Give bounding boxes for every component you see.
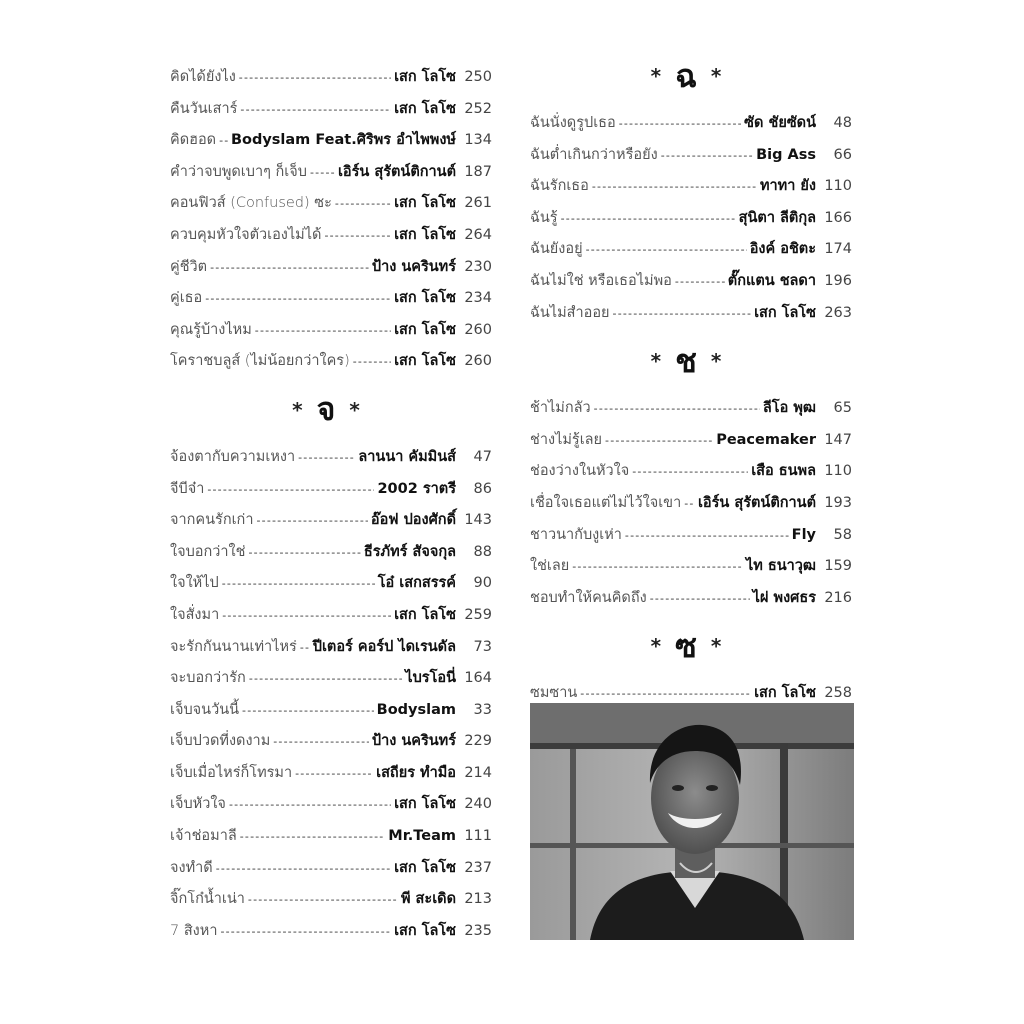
artist-name: เสก โลโซ	[754, 304, 816, 321]
dot-leader	[248, 884, 398, 916]
dot-leader	[353, 346, 391, 378]
song-title: ใจบอกว่าใช่	[170, 543, 246, 560]
artist-name: เสก โลโซ	[394, 195, 456, 212]
artist-name: ไบรโอนี่	[405, 670, 456, 687]
dot-leader	[594, 393, 760, 425]
song-list-cho	[530, 108, 852, 329]
artist-name: เอิร์น สุรัตน์ติกานต์	[697, 494, 816, 511]
artist-name: เสก โลโซ	[394, 226, 456, 243]
dot-leader	[205, 283, 391, 315]
song-entry	[530, 140, 852, 172]
page-number: 252	[464, 100, 492, 117]
page-number: 234	[464, 290, 492, 307]
dot-leader	[220, 916, 391, 948]
song-entry	[170, 632, 492, 664]
song-title: จิ๊กโก๋น้ำเน่า	[170, 891, 245, 908]
song-entry	[170, 346, 492, 378]
song-title: เจ้าช่อมาลี	[170, 828, 237, 845]
dot-leader	[625, 520, 789, 552]
artist-name: เสก โลโซ	[394, 290, 456, 307]
page-number: 110	[824, 178, 852, 195]
star-icon: *	[650, 64, 662, 88]
dot-leader	[300, 632, 310, 664]
dot-leader	[222, 600, 391, 632]
song-entry	[530, 425, 852, 457]
dot-leader	[256, 505, 367, 537]
page-number: 73	[473, 638, 492, 655]
dot-leader	[295, 758, 373, 790]
song-entry	[530, 583, 852, 615]
star-icon: *	[710, 349, 722, 374]
song-title: ฉันรู้	[530, 209, 558, 226]
song-entry	[170, 442, 492, 474]
page-number: 260	[464, 353, 492, 370]
song-entry	[530, 266, 852, 298]
artist-name: โอ๋ เสกสรรค์	[377, 575, 456, 592]
artist-name: เสก โลโซ	[754, 685, 816, 702]
song-entry	[170, 94, 492, 126]
dot-leader	[273, 726, 369, 758]
song-title: เจ็บเมื่อไหร่ก็โทรมา	[170, 764, 293, 781]
artist-name: เสถียร ทำมือ	[376, 764, 456, 781]
star-icon: *	[349, 397, 360, 422]
page-number: 230	[464, 258, 492, 275]
artist-name: ลานนา คัมมินส์	[358, 448, 456, 465]
song-title: จ้องตากับความเหงา	[170, 448, 296, 465]
song-title: คิดได้ยังไง	[170, 69, 236, 85]
song-entry	[170, 853, 492, 885]
dot-leader	[561, 203, 736, 235]
dot-leader	[298, 442, 355, 474]
artist-name: ปีเตอร์ คอร์ป ไดเรนดัล	[312, 638, 456, 655]
page-number: 66	[833, 146, 852, 163]
song-title: ซมซาน	[530, 685, 578, 702]
page-number: 174	[824, 241, 852, 258]
artist-photo	[530, 703, 854, 940]
song-title: ใจสั่งมา	[170, 606, 220, 623]
dot-leader	[586, 234, 747, 266]
dot-leader	[219, 125, 228, 157]
page-number: 235	[464, 922, 492, 939]
page-number: 250	[464, 69, 492, 85]
page-number: 88	[473, 543, 492, 560]
page-number: 166	[824, 209, 852, 226]
dot-leader	[240, 821, 386, 853]
dot-leader	[572, 551, 743, 583]
page-number: 187	[464, 163, 492, 180]
song-entry	[530, 393, 852, 425]
song-entry	[530, 551, 852, 583]
song-title: จงทำดี	[170, 859, 213, 876]
page-number: 261	[464, 195, 492, 212]
page-number: 65	[833, 400, 852, 417]
page-number: 193	[824, 494, 852, 511]
song-title: ฉันนั่งดูรูปเธอ	[530, 115, 616, 131]
artist-name: ไผ่ พงศธร	[752, 589, 816, 606]
song-list-cho-chang	[530, 393, 852, 614]
dot-leader	[210, 252, 369, 284]
song-title: คู่เธอ	[170, 290, 203, 307]
star-icon: *	[710, 634, 722, 659]
song-entry	[170, 568, 492, 600]
song-title: เจ็บหัวใจ	[170, 796, 226, 813]
dot-leader	[216, 853, 391, 885]
song-title: 7 สิงหา	[170, 922, 218, 939]
song-entry	[170, 758, 492, 790]
page-number: 111	[464, 828, 492, 845]
artist-name: อ๊อฟ ปองศักดิ์	[370, 512, 456, 529]
song-title: ใช่เลย	[530, 558, 570, 575]
page-number: 110	[824, 463, 852, 480]
dot-leader	[249, 663, 402, 695]
artist-name: Peacemaker	[716, 431, 816, 448]
song-entry	[170, 600, 492, 632]
page-number: 147	[824, 431, 852, 448]
song-entry	[530, 108, 852, 140]
section-header-jo	[170, 378, 492, 442]
artist-name: ทาทา ยัง	[759, 178, 816, 195]
page-number: 143	[464, 512, 492, 529]
dot-leader	[335, 188, 391, 220]
artist-name: ตั๊กแตน ชลดา	[727, 272, 816, 289]
song-entry	[170, 220, 492, 252]
artist-name: Fly	[791, 526, 816, 543]
section-letter: จ	[316, 390, 336, 429]
artist-name: เสก โลโซ	[394, 859, 456, 876]
section-letter: ช	[675, 341, 697, 380]
page-number: 240	[464, 796, 492, 813]
song-entry	[530, 488, 852, 520]
page-number: 33	[473, 701, 492, 718]
song-title: จีบีจ๋า	[170, 480, 205, 497]
song-entry	[530, 456, 852, 488]
song-entry	[530, 520, 852, 552]
song-title: ควบคุมหัวใจตัวเองไม่ได้	[170, 226, 322, 243]
song-entry	[170, 252, 492, 284]
dot-leader	[242, 695, 374, 727]
artist-name: ไท ธนาวุฒ	[745, 558, 816, 575]
page-number: 216	[824, 589, 852, 606]
page-number: 229	[464, 733, 492, 750]
song-entry	[170, 695, 492, 727]
dot-leader	[207, 474, 374, 506]
artist-name: เสก โลโซ	[394, 69, 456, 85]
song-entry	[530, 171, 852, 203]
song-title: จะรักกันนานเท่าไหร่	[170, 638, 297, 655]
song-title: เชื่อใจเธอแต่ไม่ไว้ใจเขา	[530, 494, 682, 511]
star-icon: *	[292, 397, 303, 422]
artist-name: เสก โลโซ	[394, 922, 456, 939]
dot-leader	[632, 456, 748, 488]
dot-leader	[684, 488, 695, 520]
song-entry	[170, 474, 492, 506]
song-title: เจ็บจนวันนี้	[170, 701, 240, 718]
dot-leader	[248, 537, 360, 569]
song-list-kho	[170, 62, 492, 378]
section-letter: ซ	[675, 626, 697, 665]
song-entry	[170, 726, 492, 758]
section-letter: ฉ	[675, 56, 697, 95]
section-header-cho	[530, 44, 852, 108]
artist-name: อิงค์ อชิตะ	[749, 241, 816, 258]
dot-leader	[613, 298, 752, 330]
page-number: 237	[464, 859, 492, 876]
song-title: ชอบทำให้คนคิดถึง	[530, 589, 647, 606]
dot-leader	[592, 171, 757, 203]
artist-name: Bodyslam	[376, 701, 456, 718]
song-entry	[170, 125, 492, 157]
artist-name: เสก โลโซ	[394, 353, 456, 370]
song-entry	[170, 916, 492, 948]
song-list-jo	[170, 442, 492, 948]
song-entry	[170, 157, 492, 189]
right-column	[530, 44, 852, 710]
dot-leader	[222, 568, 375, 600]
section-header-so	[530, 614, 852, 678]
page-number: 86	[473, 480, 492, 497]
artist-name: เสก โลโซ	[394, 796, 456, 813]
page-number: 258	[824, 685, 852, 702]
song-entry	[170, 821, 492, 853]
artist-name: ป้าง นครินทร์	[371, 733, 456, 750]
song-title: คอนฟิวส์ (Confused) ซะ	[170, 195, 332, 212]
star-icon: *	[650, 634, 662, 659]
song-title: จากคนรักเก่า	[170, 512, 254, 529]
artist-name: พี สะเดิด	[400, 891, 456, 908]
song-title: คำว่าจบพูดเบาๆ ก็เจ็บ	[170, 163, 307, 180]
song-title: ฉันยังอยู่	[530, 241, 583, 258]
page-number: 159	[824, 558, 852, 575]
song-title: โคราชบลูส์ (ไม่น้อยกว่าใคร)	[170, 353, 350, 370]
song-entry	[170, 315, 492, 347]
song-entry	[170, 537, 492, 569]
artist-name: เสก โลโซ	[394, 100, 456, 117]
page-number: 259	[464, 606, 492, 623]
page-number: 164	[464, 670, 492, 687]
artist-name: ลีโอ พุฒ	[762, 400, 816, 417]
song-title: ช้าไม่กลัว	[530, 400, 591, 417]
song-entry	[170, 884, 492, 916]
song-title: ฉันต่ำเกินกว่าหรือยัง	[530, 146, 658, 163]
dot-leader	[229, 789, 391, 821]
dot-leader	[650, 583, 750, 615]
page-number: 47	[473, 448, 492, 465]
artist-name: เสก โลโซ	[394, 606, 456, 623]
song-entry	[170, 663, 492, 695]
artist-name: ซัด ชัยซัดน์	[744, 115, 816, 131]
page-number: 196	[824, 272, 852, 289]
artist-name: สุนิตา ลีติกุล	[738, 209, 816, 226]
artist-name: ธีรภัทร์ สัจจกุล	[363, 543, 456, 560]
song-title: ชาวนากับงูเห่า	[530, 526, 622, 543]
page-number: 263	[824, 304, 852, 321]
page-number: 134	[464, 132, 492, 149]
left-column	[170, 62, 492, 947]
dot-leader	[255, 315, 391, 347]
dot-leader	[310, 157, 335, 189]
artist-name: เสก โลโซ	[394, 321, 456, 338]
artist-name: เอิร์น สุรัตน์ติกานต์	[337, 163, 456, 180]
dot-leader	[324, 220, 391, 252]
song-entry	[170, 62, 492, 94]
song-entry	[530, 298, 852, 330]
page-number: 213	[464, 891, 492, 908]
song-entry	[170, 789, 492, 821]
artist-name: 2002 ราตรี	[377, 480, 456, 497]
song-title: ช่องว่างในหัวใจ	[530, 463, 630, 480]
song-entry	[170, 188, 492, 220]
page-number: 264	[464, 226, 492, 243]
artist-name: ป้าง นครินทร์	[371, 258, 456, 275]
song-title: ฉันรักเธอ	[530, 178, 589, 195]
artist-name: Mr.Team	[388, 828, 456, 845]
song-title: เจ็บปวดที่งดงาม	[170, 733, 271, 750]
dot-leader	[240, 94, 391, 126]
song-title: คิดฮอด	[170, 132, 217, 149]
artist-portrait-image	[530, 703, 854, 940]
song-entry	[530, 234, 852, 266]
page-number: 90	[473, 575, 492, 592]
star-icon: *	[710, 64, 722, 88]
song-title: ฉันไม่สำออย	[530, 304, 610, 321]
page-number: 48	[833, 115, 852, 131]
song-title: ช่างไม่รู้เลย	[530, 431, 603, 448]
song-title: ใจให้ไป	[170, 575, 219, 592]
page-number: 214	[464, 764, 492, 781]
song-title: คืนวันเสาร์	[170, 100, 238, 117]
page-number: 58	[833, 526, 852, 543]
dot-leader	[619, 108, 741, 140]
dot-leader	[675, 266, 725, 298]
artist-name: เสือ ธนพล	[751, 463, 816, 480]
song-title: ฉันไม่ใช่ หรือเธอไม่พอ	[530, 272, 672, 289]
song-entry	[170, 283, 492, 315]
star-icon: *	[650, 349, 662, 374]
dot-leader	[605, 425, 713, 457]
page-number: 260	[464, 321, 492, 338]
artist-name: Big Ass	[756, 146, 816, 163]
dot-leader	[239, 62, 391, 94]
song-entry	[530, 203, 852, 235]
song-entry	[170, 505, 492, 537]
song-title: จะบอกว่ารัก	[170, 670, 246, 687]
artist-name: Bodyslam Feat.ศิริพร อำไพพงษ์	[230, 132, 456, 149]
section-header-cho-chang	[530, 329, 852, 393]
dot-leader	[661, 140, 753, 172]
song-title: คุณรู้บ้างไหม	[170, 321, 252, 338]
song-title: คู่ชีวิต	[170, 258, 208, 275]
